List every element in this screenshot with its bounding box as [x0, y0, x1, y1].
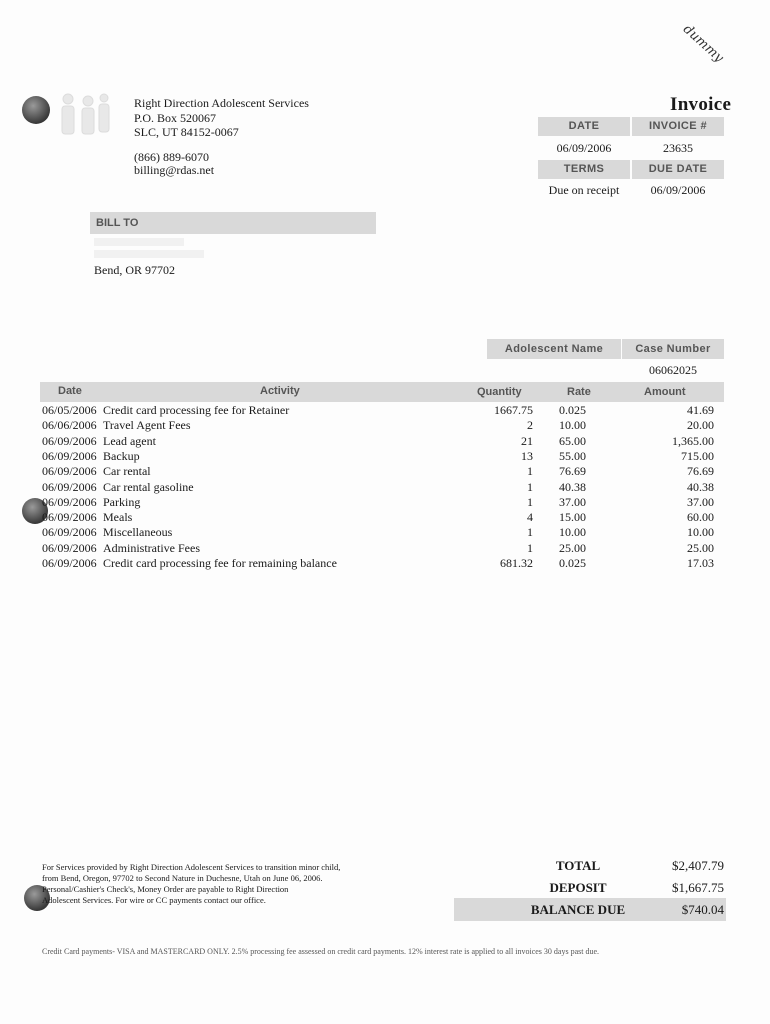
company-city: SLC, UT 84152-0067 — [134, 125, 239, 139]
column-rate: Rate — [567, 386, 591, 398]
bill-to-redacted-line-1 — [94, 238, 184, 246]
invoice-number: 23635 — [663, 141, 693, 155]
item-amount: 37.00 — [687, 494, 714, 509]
payment-terms-footer: Credit Card payments- VISA and MASTERCARD ONLY. 2.5% processing fee assessed on credit card payments. 12% interest rate is applied to all invoices 30 days past due. — [42, 947, 600, 956]
table-row — [0, 480, 770, 495]
company-phone: (866) 889-6070 — [134, 150, 209, 164]
item-rate: 10.00 — [559, 418, 586, 433]
notes-line-3: Personal/Cashier's Check's, Money Order are payable to Right Direction — [42, 884, 289, 894]
table-row — [0, 541, 770, 556]
item-date: 06/05/2006 — [42, 403, 97, 417]
invoice-due-date: 06/09/2006 — [650, 183, 706, 197]
column-date: Date — [58, 385, 82, 397]
company-name: Right Direction Adolescent Services — [134, 96, 309, 110]
item-amount: 20.00 — [687, 418, 714, 433]
invoice-number-header: INVOICE # — [632, 117, 724, 136]
invoice-terms: Due on receipt — [548, 183, 620, 197]
item-activity: Credit card processing fee for remaining balance — [103, 556, 337, 570]
item-date: 06/06/2006 — [42, 418, 97, 433]
item-quantity: 681.32 — [500, 556, 533, 570]
invoice-date: 06/09/2006 — [556, 141, 612, 155]
bill-to-redacted-line-2 — [94, 250, 204, 258]
company-email: billing@rdas.net — [134, 163, 215, 177]
column-quantity: Quantity — [477, 386, 522, 398]
notes-line-2: from Bend, Oregon, 97702 to Second Nature in Duchesne, Utah on June 06, 2006. — [42, 873, 323, 883]
item-quantity: 1 — [527, 525, 533, 540]
item-date: 06/09/2006 — [42, 433, 97, 448]
date-header: DATE — [538, 117, 630, 136]
column-activity: Activity — [260, 385, 300, 397]
case-number-header: Case Number — [622, 339, 724, 359]
item-activity: Lead agent — [103, 433, 156, 448]
table-row — [0, 464, 770, 479]
balance-due-value: $740.04 — [681, 902, 724, 917]
item-amount: 40.38 — [687, 479, 714, 494]
item-amount: 76.69 — [687, 464, 714, 479]
item-activity: Credit card processing fee for Retainer — [103, 403, 290, 417]
item-date: 06/09/2006 — [42, 494, 97, 509]
deposit-label: DEPOSIT — [549, 880, 607, 895]
item-date: 06/09/2006 — [42, 448, 97, 463]
item-rate: 65.00 — [559, 433, 586, 448]
handwritten-note: dummy — [679, 22, 727, 66]
notes-line-4: Adolescent Services. For wire or CC payments contact our office. — [42, 895, 266, 905]
item-rate: 0.025 — [559, 403, 586, 417]
table-row — [0, 556, 770, 571]
case-number: 06062025 — [649, 363, 697, 377]
item-amount: 10.00 — [687, 525, 714, 540]
item-rate: 40.38 — [559, 479, 586, 494]
table-row — [0, 510, 770, 525]
item-rate: 55.00 — [559, 448, 586, 463]
bill-to-header: BILL TO — [90, 212, 376, 234]
due-date-header: DUE DATE — [632, 160, 724, 179]
item-date: 06/09/2006 — [42, 556, 97, 570]
item-quantity: 2 — [527, 418, 533, 433]
item-activity: Car rental gasoline — [103, 479, 194, 494]
item-date: 06/09/2006 — [42, 479, 97, 494]
item-rate: 10.00 — [559, 525, 586, 540]
item-quantity: 1 — [527, 540, 533, 555]
item-amount: 17.03 — [687, 556, 714, 570]
item-amount: 715.00 — [681, 448, 714, 463]
item-activity: Backup — [103, 448, 140, 463]
table-row — [0, 403, 770, 418]
item-date: 06/09/2006 — [42, 525, 97, 540]
notes-line-1: For Services provided by Right Direction Adolescent Services to transition minor child, — [42, 862, 341, 872]
bill-to-city: Bend, OR 97702 — [94, 263, 175, 277]
total-label: TOTAL — [555, 858, 601, 873]
invoice-title: Invoice — [670, 94, 732, 115]
item-quantity: 4 — [527, 510, 533, 525]
item-activity: Car rental — [103, 464, 151, 479]
item-amount: 1,365.00 — [672, 433, 714, 448]
company-logo — [56, 92, 116, 138]
company-po-box: P.O. Box 520067 — [134, 111, 217, 125]
deposit-value: $1,667.75 — [672, 880, 724, 895]
item-date: 06/09/2006 — [42, 540, 97, 555]
item-date: 06/09/2006 — [42, 510, 97, 525]
item-quantity: 21 — [521, 433, 533, 448]
item-rate: 15.00 — [559, 510, 586, 525]
hole-punch-top — [22, 96, 50, 124]
item-quantity: 13 — [521, 448, 533, 463]
item-activity: Miscellaneous — [103, 525, 173, 540]
table-row — [0, 525, 770, 540]
item-amount: 25.00 — [687, 540, 714, 555]
item-activity: Parking — [103, 494, 141, 509]
item-activity: Meals — [103, 510, 133, 525]
item-rate: 37.00 — [559, 494, 586, 509]
item-rate: 25.00 — [559, 540, 586, 555]
item-quantity: 1 — [527, 494, 533, 509]
table-row — [0, 418, 770, 433]
terms-header: TERMS — [538, 160, 630, 179]
item-amount: 41.69 — [687, 403, 714, 417]
total-value: $2,407.79 — [672, 858, 724, 873]
balance-due-label: BALANCE DUE — [530, 902, 626, 917]
item-quantity: 1667.75 — [494, 403, 533, 417]
item-amount: 60.00 — [687, 510, 714, 525]
line-items-header-bar — [40, 382, 724, 402]
item-quantity: 1 — [527, 464, 533, 479]
item-date: 06/09/2006 — [42, 464, 97, 479]
column-amount: Amount — [644, 386, 686, 398]
item-activity: Travel Agent Fees — [103, 418, 191, 433]
adolescent-name-header: Adolescent Name — [487, 339, 621, 359]
item-rate: 0.025 — [559, 556, 586, 570]
item-activity: Administrative Fees — [103, 540, 200, 555]
item-quantity: 1 — [527, 479, 533, 494]
table-row — [0, 434, 770, 449]
table-row — [0, 449, 770, 464]
table-row — [0, 495, 770, 510]
item-rate: 76.69 — [559, 464, 586, 479]
